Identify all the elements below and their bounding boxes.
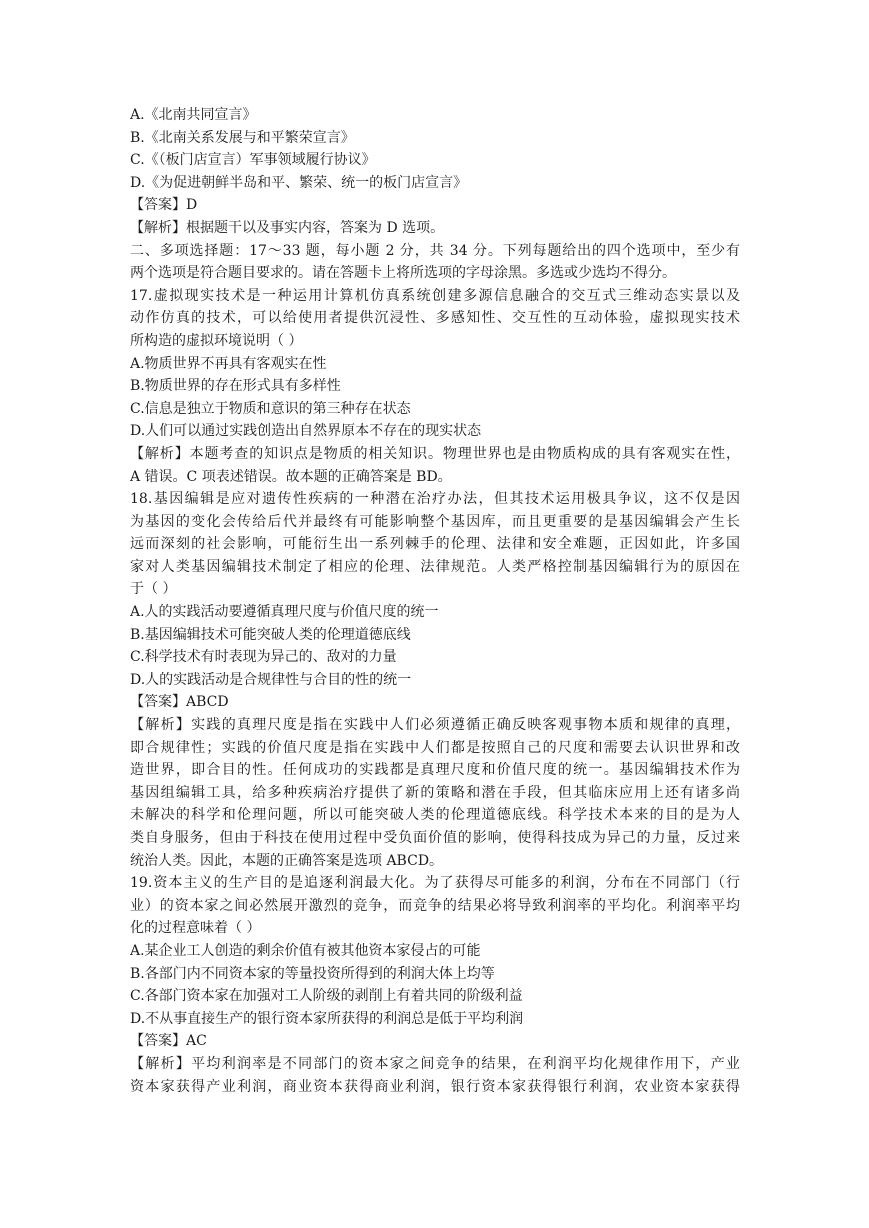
option-c: C.《（板门店宣言）军事领域履行协议》 <box>130 152 376 169</box>
question-18-option-b: B.基因编辑技术可能突破人类的伦理道德底线 <box>130 626 411 643</box>
question-17-analysis-cont: A 错误。C 项表述错误。故本题的正确答案是 BD。 <box>130 468 452 485</box>
question-17-text-end: 所构造的虚拟环境说明（ ） <box>130 332 303 349</box>
question-18-analysis-cont-4: 未解决的科学和伦理问题，所以可能突破人类的伦理道德底线。科学技术本来的目的是为人 <box>130 807 740 824</box>
question-18-analysis-cont-2: 造世界，即合目的性。任何成功的实践都是真理尺度和价值尺度的统一。基因编辑技术作为 <box>130 762 740 779</box>
section-heading: 二、多项选择题：17～33 题，每小题 2 分，共 34 分。下列每题给出的四个选项中，至少有 <box>130 242 740 259</box>
question-18-analysis: 【解析】实践的真理尺度是指在实践中人们必须遵循正确反映客观事物本质和规律的真理， <box>130 717 740 734</box>
question-19-text-end: 化的过程意味着（ ） <box>130 920 261 937</box>
question-18-analysis-cont-3: 基因组编辑工具，给多种疾病治疗提供了新的策略和潜在手段，但其临床应用上还有诸多尚 <box>130 784 740 801</box>
question-17-text-cont: 动作仿真的技术，可以给使用者提供沉浸性、多感知性、交互性的互动体验，虚拟现实技术 <box>130 310 740 327</box>
question-19-analysis: 【解析】平均利润率是不同部门的资本家之间竞争的结果，在利润平均化规律作用下，产业 <box>130 1055 740 1072</box>
question-18-text-end: 于（ ） <box>130 581 177 598</box>
question-18-text: 18.基因编辑是应对遗传性疾病的一种潜在治疗办法，但其技术运用极具争议，这不仅是因 <box>130 491 740 508</box>
question-18-text-cont-1: 为基因的变化会传给后代并最终有可能影响整个基因库，而且更重要的是基因编辑会产生长 <box>130 513 740 530</box>
question-18-option-c: C.科学技术有时表现为异己的、敌对的力量 <box>130 649 397 666</box>
question-17-text: 17.虚拟现实技术是一种运用计算机仿真系统创建多源信息融合的交互式三维动态实景以及 <box>130 287 740 304</box>
option-b: B.《北南关系发展与和平繁荣宣言》 <box>130 129 355 146</box>
question-18-text-cont-3: 家对人类基因编辑技术制定了相应的伦理、法律规范。人类严格控制基因编辑行为的原因在 <box>130 558 740 575</box>
document-body <box>130 104 740 1098</box>
question-19-analysis-cont: 资本家获得产业利润，商业资本获得商业利润，银行资本家获得银行利润，农业资本家获得 <box>130 1078 740 1095</box>
question-18-analysis-end: 统治人类。因此，本题的正确答案是选项 ABCD。 <box>130 852 444 869</box>
section-heading-cont: 两个选项是符合题目要求的。请在答题卡上将所选项的字母涂黑。多选或少选均不得分。 <box>130 265 676 282</box>
question-19-option-d: D.不从事直接生产的银行资本家所获得的利润总是低于平均利润 <box>130 1010 524 1027</box>
question-18-answer: 【答案】ABCD <box>130 694 229 711</box>
question-19-answer: 【答案】AC <box>130 1033 207 1050</box>
question-17-option-c: C.信息是独立于物质和意识的第三种存在状态 <box>130 400 411 417</box>
question-19-option-b: B.各部门内不同资本家的等量投资所得到的利润大体上均等 <box>130 965 495 982</box>
option-a: A.《北南共同宣言》 <box>130 107 257 123</box>
option-d: D.《为促进朝鲜半岛和平、繁荣、统一的板门店宣言》 <box>130 174 468 191</box>
question-18-option-d: D.人的实践活动是合规律性与合目的性的统一 <box>130 671 412 688</box>
question-17-option-a: A.物质世界不再具有客观实在性 <box>130 355 327 372</box>
question-18-analysis-cont-5: 类自身服务，但由于科技在使用过程中受负面价值的影响，使得科技成为异己的力量，反过来 <box>130 830 740 846</box>
question-19-option-a: A.某企业工人创造的剩余价值有被其他资本家侵占的可能 <box>130 942 481 959</box>
question-19-text-cont: 业）的资本家之间必然展开激烈的竞争，而竞争的结果必将导致利润率的平均化。利润率平均 <box>130 897 740 914</box>
question-17-option-b: B.物质世界的存在形式具有多样性 <box>130 378 341 395</box>
answer: 【答案】D <box>130 197 198 214</box>
question-18-analysis-cont-1: 即合规律性；实践的价值尺度是指在实践中人们都是按照自己的尺度和需要去认识世界和改 <box>130 739 740 756</box>
question-18-text-cont-2: 远而深刻的社会影响，可能衍生出一系列棘手的伦理、法律和安全难题，正因如此，许多国 <box>130 536 740 553</box>
question-18-option-a: A.人的实践活动要遵循真理尺度与价值尺度的统一 <box>130 604 439 621</box>
question-19-text: 19.资本主义的生产目的是追逐利润最大化。为了获得尽可能多的利润，分布在不同部门（行 <box>130 875 740 892</box>
analysis: 【解析】根据题干以及事实内容，答案为 D 选项。 <box>130 219 445 236</box>
question-17-analysis: 【解析】本题考查的知识点是物质的相关知识。物理世界也是由物质构成的具有客观实在性， <box>130 445 740 462</box>
question-17-option-d: D.人们可以通过实践创造出自然界原本不存在的现实状态 <box>130 423 482 440</box>
question-19-option-c: C.各部门资本家在加强对工人阶级的剥削上有着共同的阶级利益 <box>130 988 523 1005</box>
